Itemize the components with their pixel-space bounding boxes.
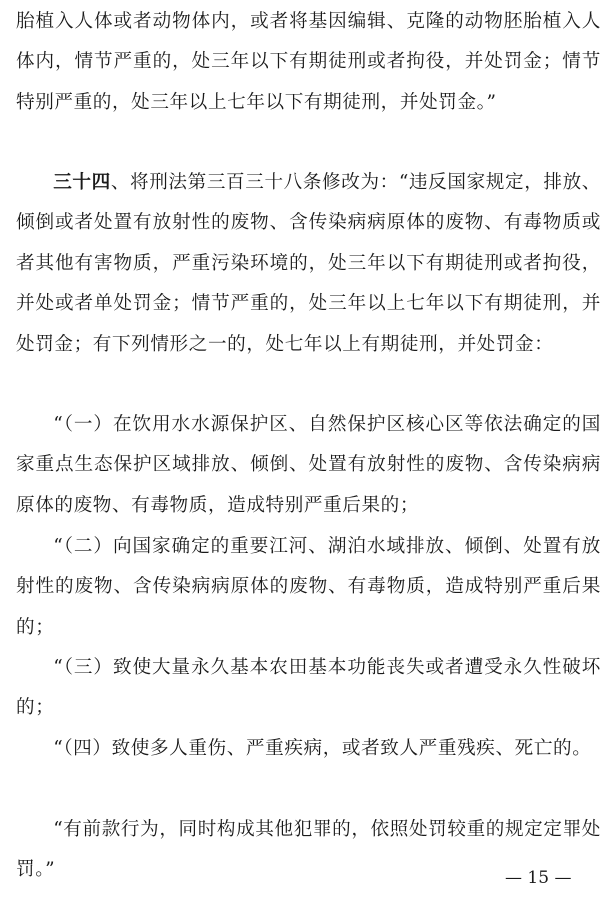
- paragraph-closing: “有前款行为，同时构成其他犯罪的，依照处罚较重的规定定罪处罚。”: [16, 819, 601, 881]
- paragraph-item-4: “（四）致使多人重伤、严重疾病，或者致人严重残疾、死亡的。: [53, 738, 592, 759]
- paragraph-item-2: “（二）向国家确定的重要江河、湖泊水域排放、倾倒、处置有放射性的废物、含传染病病原体的废物、有毒物质，造成特别严重后果的；: [16, 536, 601, 638]
- article-34-text: 、将刑法第三百三十八条修改为：“违反国家规定，排放、倾倒或者处置有放射性的废物、含传染病病原体的废物、有毒物质或者其他有害物质，严重污染环境的，处三年以下有期徒刑或者拘役，并处或者单处罚金；情节严重的，处三年以上七年以下有期徒刑，并处罚金；有下列情形之一的，处七年以上有期徒刑，并处罚金：: [16, 172, 602, 355]
- paragraph-article-34: [16, 163, 601, 365]
- paragraph-item-1: “（一）在饮用水水源保护区、自然保护区核心区等依法确定的国家重点生态保护区域排放、倾倒、处置有放射性的废物、含传染病病原体的废物、有毒物质，造成特别严重后果的；: [16, 414, 601, 516]
- page-number: — 15 —: [505, 868, 572, 888]
- article-number: 三十四: [53, 172, 111, 193]
- paragraph-item-3: “（三）致使大量永久基本农田基本功能丧失或者遭受永久性破坏的；: [16, 657, 601, 719]
- paragraph-continuation: 胎植入人体或者动物体内，或者将基因编辑、克隆的动物胚胎植入人体内，情节严重的，处三年以下有期徒刑或者拘役，并处罚金；情节特别严重的，处三年以上七年以下有期徒刑，并处罚金。”: [16, 11, 601, 113]
